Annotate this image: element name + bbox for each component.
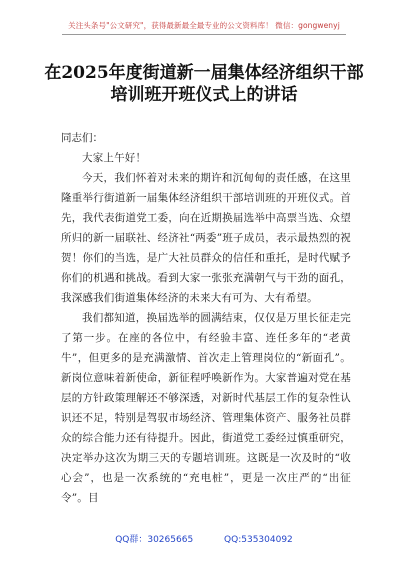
paragraph: 大家上午好！: [82, 152, 147, 164]
document-body: [61, 148, 351, 508]
footer: [0, 532, 408, 545]
paragraph: 今天，我们怀着对未来的期许和沉甸甸的责任感，在这里隆重举行街道新一届集体经济组织干部培训班的开班仪式。首先，我代表街道党工委，向在近期换届选举中高票当选、众望所归的新一届联社、经济社“两委”班子成员，表示最热烈的祝贺！你们的当选，是广大社员群众的信任和重托，是时代赋予你们的机遇和挑战。看到大家一张张充满朝气与干劲的面孔，我深感我们街道集体经济的未来大有可为、大有希望。: [61, 172, 351, 304]
footer-qq-group: QQ群：30265665: [115, 535, 194, 545]
header-divider: [62, 34, 346, 35]
footer-qq: QQ:535304092: [224, 535, 293, 545]
salutation: 同志们：: [61, 132, 103, 144]
document-title: 在2025年度街道新一届集体经济组织干部培训班开班仪式上的讲话: [44, 63, 364, 105]
paragraph: 我们都知道，换届选举的圆满结束，仅仅是万里长征走完了第一步。在座的各位中，有经验丰富、连任多年的“老黄牛”，但更多的是充满激情、首次走上管理岗位的“新面孔”。新岗位意味着新使命，新征程呼唤新作为。大家普遍对党在基层的方针政策理解还不够深透，对新时代基层工作的复杂性认识还不足，特别是驾驭市场经济、管理集体资产、服务社员群众的综合能力还有待提升。因此，街道党工委经过慎重研究，决定举办这次为期三天的专题培训班。这既是一次及时的“收心会”，也是一次系统的“充电桩”，更是一次庄严的“出征令”。目: [61, 312, 351, 504]
header-banner: 关注头条号"公文研究"，获得最新最全最专业的公文资料库！ 微信：gongwenyj: [68, 21, 340, 30]
